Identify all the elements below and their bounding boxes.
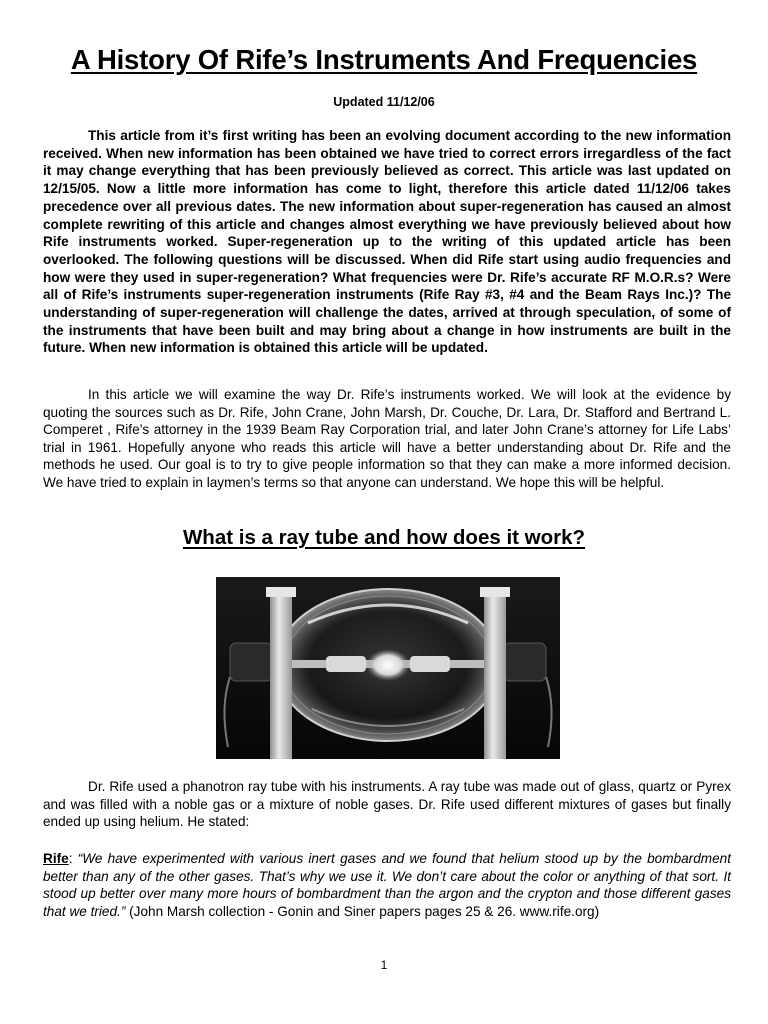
quote-text: “We have experimented with various inert gases and we found that helium stood up by the bombardment better than any of the other gases. That’s why we use it. We don’t care about the color or anything of that sort. It stood up better over many more hours of bombardment than the argon and the crypton and those different gases that we tried.” <box>43 851 731 919</box>
intro-paragraph: This article from it’s first writing has been an evolving document according to the new information received. When new information has been obtained we have tried to correct errors irregardless of the fact it may change everything that has been previously believed as correct. This article was last updated on 12/15/05. Now a little more information has come to light, therefore this article dated 11/12/06 takes precedence over all previous dates. The new information about super-regeneration has caused an almost complete rewriting of this article and changes almost everything we have previously believed about how Rife instruments worked. Super-regeneration up to the writing of this updated article has been overlooked. The following questions will be discussed. When did Rife start using audio frequencies and how were they used in super-regeneration? What frequencies were Dr. Rife’s accurate RF M.O.R.s? Were all of Rife’s instruments super-regeneration instruments (Rife Ray #3, #4 and the Beam Rays Inc.)? The understanding of super-regeneration will challenge the dates, arrived at through speculation, of some of the instruments that have been built and may bring about a change in how instruments are built in the future. When new information is obtained this article will be updated. <box>43 128 731 356</box>
rife-quote-paragraph <box>43 850 731 920</box>
page-number: 1 <box>380 958 388 972</box>
quote-speaker: Rife <box>43 851 69 866</box>
ray-tube-photo <box>216 577 560 759</box>
section-heading: What is a ray tube and how does it work? <box>182 526 586 549</box>
quote-source: (John Marsh collection - Gonin and Siner papers pages 25 & 26. www.rife.org) <box>125 903 600 919</box>
body-paragraph-2: Dr. Rife used a phanotron ray tube with his instruments. A ray tube was made out of glass, quartz or Pyrex and was filled with a noble gas or a mixture of noble gases. Dr. Rife used different mixtures of gases but finally ended up using helium. He stated: <box>43 779 731 830</box>
document-title: A History Of Rife’s Instruments And Frequencies <box>70 44 698 75</box>
quote-colon: : <box>68 851 78 866</box>
body-paragraph-1: In this article we will examine the way Dr. Rife’s instruments worked. We will look at the evidence by quoting the sources such as Dr. Rife, John Crane, John Marsh, Dr. Couche, Dr. Lara, Dr. Stafford and Bertrand L. Comperet , Rife’s attorney in the 1939 Beam Ray Corporation trial, and later John Crane’s attorney for Life Labs’ trial in 1961. Hopefully anyone who reads this article will have a better understanding about Dr. Rife and the methods he used. Our goal is to try to give people information so that they can make a more informed decision. We have tried to explain in laymen’s terms so that anyone can understand. We hope this will be helpful. <box>43 387 731 490</box>
updated-date: Updated 11/12/06 <box>333 95 435 109</box>
